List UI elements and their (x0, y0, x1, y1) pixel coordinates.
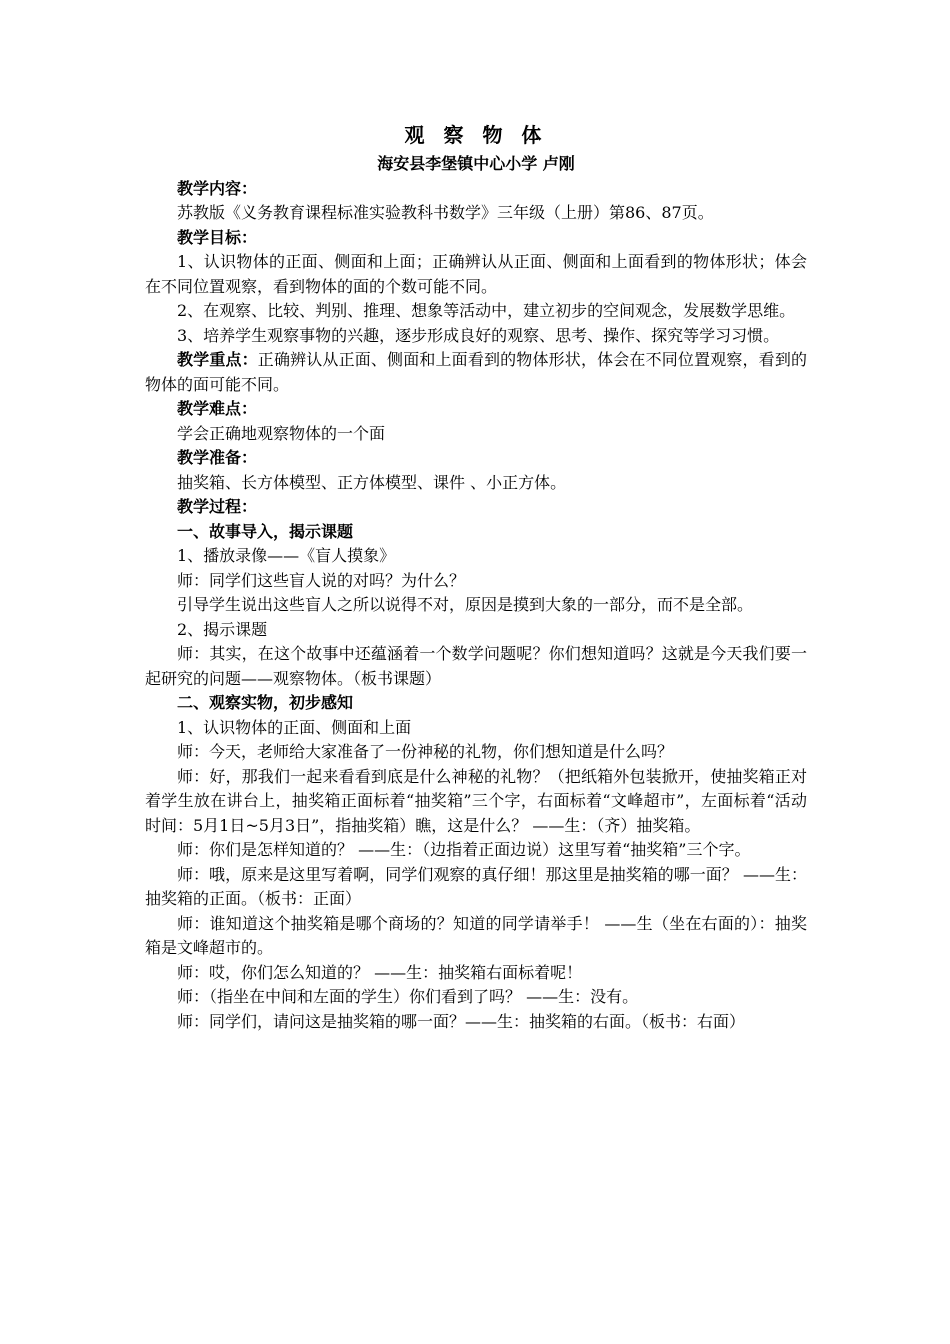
document-title: 观 察 物 体 (404, 123, 548, 147)
content-heading: 教学内容： (177, 178, 258, 198)
section-1-paragraph: 1、播放录像——《盲人摸象》 (177, 546, 396, 565)
document-author: 海安县李堡镇中心小学 卢刚 (377, 154, 575, 173)
preparation-heading: 教学准备： (177, 448, 258, 467)
section-1-paragraph: 师：其实，在这个故事中还蕴涵着一个数学问题呢？你们想知道吗？这就是今天我们要一起研究的问题——观察物体。（板书课题） (145, 644, 807, 688)
goal-1: 1、认识物体的正面、侧面和上面；正确辨认从正面、侧面和上面看到的物体形状；体会在不同位置观察，看到物体的面的个数可能不同。 (145, 252, 807, 296)
section-2-paragraph: 师：哦，原来是这里写着啊，同学们观察的真仔细！那这里是抽奖箱的哪一面？ ——生：抽奖箱的正面。（板书：正面） (145, 864, 807, 908)
process-heading: 教学过程： (177, 497, 258, 516)
section-2-paragraph: 1、认识物体的正面、侧面和上面 (177, 717, 412, 737)
section-2-paragraph: 师：（指坐在中间和左面的学生）你们看到了吗？ ——生：没有。 (177, 987, 639, 1006)
difficulty-heading: 教学难点： (177, 399, 258, 418)
key-point-paragraph (145, 348, 807, 397)
section-1-paragraph: 2、揭示课题 (177, 619, 268, 639)
difficulty-text: 学会正确地观察物体的一个面 (177, 423, 386, 443)
goals-heading: 教学目标： (177, 227, 258, 247)
section-1-paragraph: 引导学生说出这些盲人之所以说得不对，原因是摸到大象的一部分，而不是全部。 (177, 595, 754, 614)
section-2-paragraph: 师：谁知道这个抽奖箱是哪个商场的？知道的同学请举手！ ——生（坐在右面的）：抽奖箱是文峰超市的。 (145, 913, 807, 957)
goal-3: 3、培养学生观察事物的兴趣，逐步形成良好的观察、思考、操作、探究等学习习惯。 (177, 325, 780, 345)
content-text: 苏教版《义务教育课程标准实验教科书数学》三年级（上册）第86、87页。 (177, 203, 714, 222)
section-1-heading: 一、故事导入，揭示课题 (177, 521, 354, 541)
document-page (145, 120, 807, 1034)
section-2-paragraph: 师：你们是怎样知道的？ ——生：（边指着正面边说）这里写着“抽奖箱”三个字。 (177, 840, 751, 859)
key-point-label: 教学重点： (177, 350, 258, 369)
section-1-paragraph: 师：同学们这些盲人说的对吗？为什么？ (177, 570, 466, 590)
section-2-paragraph: 师：哎，你们怎么知道的？ ——生：抽奖箱右面标着呢！ (177, 962, 583, 982)
section-2-paragraph: 师：同学们，请问这是抽奖箱的哪一面？——生：抽奖箱的右面。（板书：右面） (177, 1011, 746, 1031)
key-point-text: 正确辨认从正面、侧面和上面看到的物体形状，体会在不同位置观察，看到的物体的面可能不同。 (145, 350, 807, 394)
section-2-paragraph: 师：好，那我们一起来看看到底是什么神秘的礼物？（把纸箱外包装掀开，使抽奖箱正对着学生放在讲台上，抽奖箱正面标着“抽奖箱”三个字，右面标着“文峰超市”，左面标着“活动时间：5月1日~5月3日”，指抽奖箱）瞧，这是什么？ ——生：（齐）抽奖箱。 (145, 766, 807, 835)
section-2-paragraph: 师：今天，老师给大家准备了一份神秘的礼物，你们想知道是什么吗？ (177, 742, 674, 761)
section-2-heading: 二、观察实物，初步感知 (177, 693, 354, 712)
goal-2: 2、在观察、比较、判别、推理、想象等活动中，建立初步的空间观念，发展数学思维。 (177, 301, 796, 320)
preparation-text: 抽奖箱、长方体模型、正方体模型、课件 、小正方体。 (177, 472, 567, 492)
